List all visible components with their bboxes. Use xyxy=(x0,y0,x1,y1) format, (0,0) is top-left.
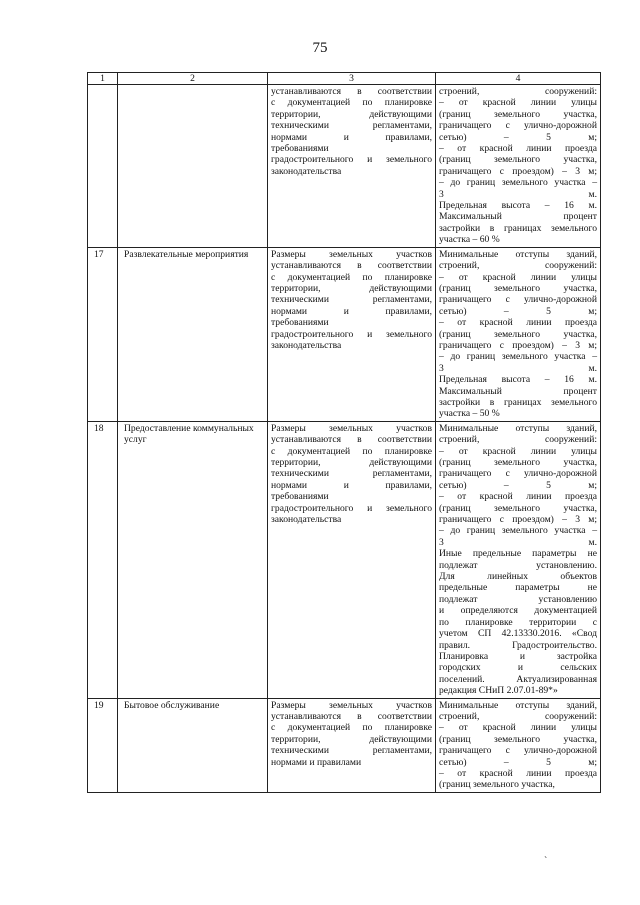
text-line: – до границ земельного участка – xyxy=(439,351,597,363)
text-line: граничащего с улично-дорожной xyxy=(439,468,597,480)
text-line: с документацией по планировке xyxy=(271,271,432,283)
text-line: сетью) – 5 м; xyxy=(439,305,597,317)
table-row xyxy=(88,247,601,421)
text-line: устанавливаются в соответствии xyxy=(271,710,432,722)
text-line: участка – 60 % xyxy=(439,234,500,246)
building-parameters xyxy=(436,421,601,698)
land-use-type: Бытовое обслуживание xyxy=(118,698,268,792)
text-line: редакция СНиП 2.07.01-89*» xyxy=(439,685,558,697)
text-line: подлежат установлению xyxy=(439,593,597,605)
text-line: техническими регламентами, xyxy=(271,294,432,306)
text-line: градостроительного и земельного xyxy=(271,328,432,340)
text-line: Минимальные отступы зданий, xyxy=(439,699,597,711)
text-line: с документацией по планировке xyxy=(271,722,432,734)
text-line: сетью) – 5 м; xyxy=(439,479,597,491)
text-line: нормами и правилами, xyxy=(271,479,432,491)
text-line: – от красной линии проезда xyxy=(439,767,597,779)
text-line: строений, сооружений: xyxy=(439,86,597,97)
text-line: с документацией по планировке xyxy=(271,445,432,457)
text-line: учетом СП 42.13330.2016. «Свод xyxy=(439,628,597,640)
text-line: с документацией по планировке xyxy=(271,97,432,109)
text-line: Предельная высота – 16 м. xyxy=(439,374,597,386)
text-line: Для линейных объектов xyxy=(439,571,597,583)
table-row xyxy=(88,85,601,248)
text-line: застройки в границах земельного xyxy=(439,396,597,408)
text-line: законодательства xyxy=(271,339,342,351)
text-line: – от красной линии проезда xyxy=(439,317,597,329)
text-line: устанавливаются в соответствии xyxy=(271,434,432,446)
row-number xyxy=(88,85,118,248)
text-line: строений, сооружений: xyxy=(439,260,597,272)
text-line: подлежат установлению. xyxy=(439,559,597,571)
text-line: граничащего с улично-дорожной xyxy=(439,745,597,757)
text-line: законодательства xyxy=(271,165,342,177)
page-number: 75 xyxy=(312,40,328,56)
text-line: предельные параметры не xyxy=(439,582,597,594)
text-line: территории, действующими xyxy=(271,282,432,294)
text-line: Планировка и застройка xyxy=(439,650,597,662)
text-line: техническими регламентами, xyxy=(271,120,432,132)
text-line: граничащего с проездом) – 3 м; xyxy=(439,339,597,351)
text-line: Размеры земельных участков xyxy=(271,699,432,711)
plot-size-requirements xyxy=(268,85,436,248)
text-line: сетью) – 5 м; xyxy=(439,131,597,143)
header-col-4: 4 xyxy=(436,73,601,85)
building-parameters xyxy=(436,85,601,248)
building-parameters xyxy=(436,698,601,792)
text-line: – от красной линии проезда xyxy=(439,143,597,155)
header-col-1: 1 xyxy=(88,73,118,85)
text-line: (границ земельного участка, xyxy=(439,733,597,745)
text-line: – до границ земельного участка – xyxy=(439,177,597,189)
text-line: и определяются документацией xyxy=(439,605,597,617)
text-line: (границ земельного участка, xyxy=(439,502,597,514)
text-line: строений, сооружений: xyxy=(439,434,597,446)
text-line: нормами и правилами, xyxy=(271,131,432,143)
text-line: участка – 50 % xyxy=(439,408,500,420)
land-use-type: Развлекательные мероприятия xyxy=(118,247,268,421)
text-line: – до границ земельного участка – xyxy=(439,525,597,537)
text-line: Иные предельные параметры не xyxy=(439,548,597,560)
building-parameters xyxy=(436,247,601,421)
land-use-type: Предоставление коммунальных услуг xyxy=(118,421,268,698)
text-line: застройки в границах земельного xyxy=(439,222,597,234)
row-number: 19 xyxy=(88,698,118,792)
text-line: сетью) – 5 м; xyxy=(439,756,597,768)
text-line: законодательства xyxy=(271,514,342,526)
text-line: – от красной линии улицы xyxy=(439,445,597,457)
text-line: граничащего с улично-дорожной xyxy=(439,120,597,132)
text-line: требованиями xyxy=(271,491,329,503)
row-number: 17 xyxy=(88,247,118,421)
text-line: нормами и правилами xyxy=(271,756,362,768)
text-line: (границ земельного участка, xyxy=(439,328,597,340)
text-line: (границ земельного участка, xyxy=(439,108,597,120)
text-line: устанавливаются в соответствии xyxy=(271,86,432,97)
text-line: требованиями xyxy=(271,317,329,329)
text-line: граничащего с проездом) – 3 м; xyxy=(439,165,597,177)
land-use-type xyxy=(118,85,268,248)
header-col-2: 2 xyxy=(118,73,268,85)
text-line: 3 м. xyxy=(439,536,597,548)
table-row xyxy=(88,421,601,698)
text-line: территории, действующими xyxy=(271,457,432,468)
text-line: поселений. Актуализированная xyxy=(439,673,597,685)
header-col-3: 3 xyxy=(268,73,436,85)
plot-size-requirements xyxy=(268,247,436,421)
plot-size-requirements xyxy=(268,698,436,792)
text-line: Размеры земельных участков xyxy=(271,248,432,260)
text-line: 3 м. xyxy=(439,188,597,200)
text-line: – от красной линии улицы xyxy=(439,271,597,283)
text-line: правил. Градостроительство. xyxy=(439,639,597,651)
text-line: граничащего с улично-дорожной xyxy=(439,294,597,306)
text-line: Максимальный процент xyxy=(439,385,597,397)
text-line: территории, действующими xyxy=(271,108,432,120)
text-line: градостроительного и земельного xyxy=(271,502,432,514)
text-line: городских и сельских xyxy=(439,662,597,674)
text-line: Размеры земельных участков xyxy=(271,422,432,434)
text-line: – от красной линии улицы xyxy=(439,722,597,734)
regulations-table xyxy=(87,72,601,793)
text-line: 3 м. xyxy=(439,362,597,374)
text-line: Минимальные отступы зданий, xyxy=(439,248,597,260)
text-line: устанавливаются в соответствии xyxy=(271,260,432,272)
text-line: Предельная высота – 16 м. xyxy=(439,200,597,212)
text-line: техническими регламентами, xyxy=(271,745,432,757)
text-line: нормами и правилами, xyxy=(271,305,432,317)
plot-size-requirements xyxy=(268,421,436,698)
text-line: Максимальный процент xyxy=(439,211,597,223)
text-line: строений, сооружений: xyxy=(439,710,597,722)
text-line: Минимальные отступы зданий, xyxy=(439,422,597,434)
text-line: (границ земельного участка, xyxy=(439,282,597,294)
header-row xyxy=(88,73,601,85)
text-line: техническими регламентами, xyxy=(271,468,432,480)
text-line: граничащего с проездом) – 3 м; xyxy=(439,514,597,526)
text-line: – от красной линии проезда xyxy=(439,491,597,503)
text-line: требованиями xyxy=(271,143,329,155)
text-line: территории, действующими xyxy=(271,733,432,745)
text-line: (границ земельного участка, xyxy=(439,779,555,791)
text-line: по планировке территории с xyxy=(439,616,597,628)
scan-mark: ` xyxy=(544,856,548,867)
text-line: (границ земельного участка, xyxy=(439,457,597,468)
table-row xyxy=(88,698,601,792)
text-line: (границ земельного участка, xyxy=(439,154,597,166)
text-line: градостроительного и земельного xyxy=(271,154,432,166)
row-number: 18 xyxy=(88,421,118,698)
text-line: – от красной линии улицы xyxy=(439,97,597,109)
